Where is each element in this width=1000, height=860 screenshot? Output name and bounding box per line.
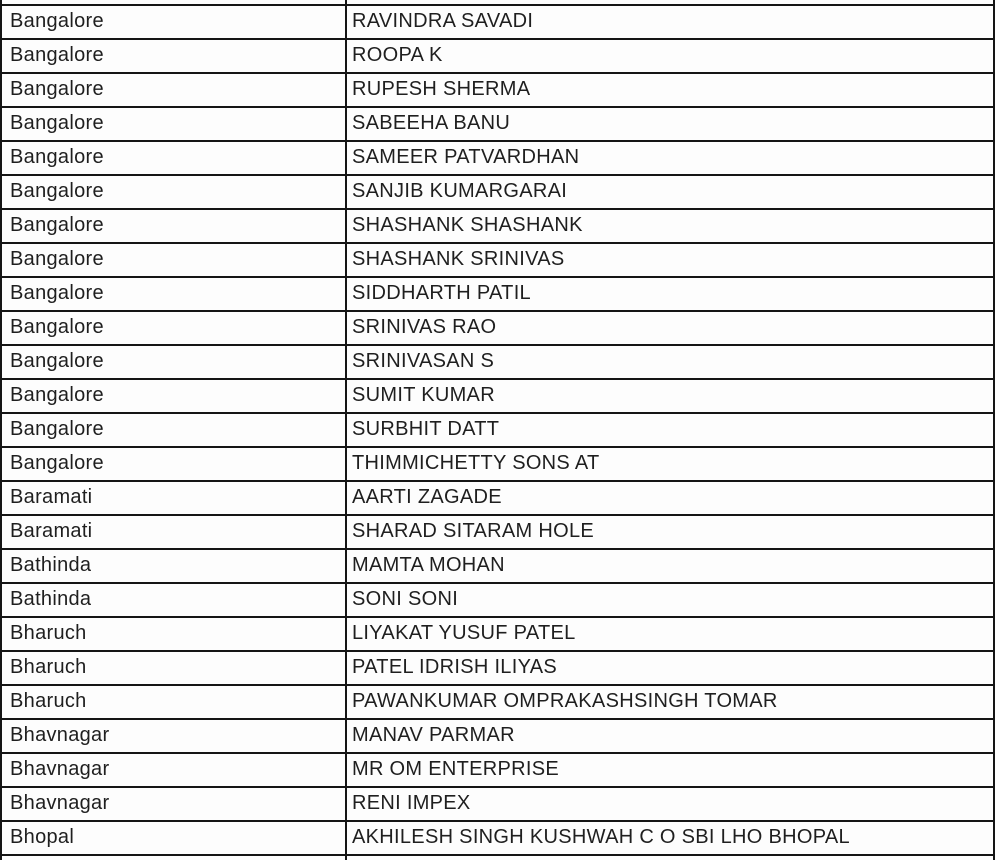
name-cell[interactable]: SRINIVAS RAO <box>352 316 497 338</box>
name-cell[interactable]: SHARAD SITARAM HOLE <box>352 520 595 542</box>
name-cell[interactable]: SABEEHA BANU <box>352 112 511 134</box>
city-cell[interactable]: Bathinda <box>2 550 347 582</box>
city-cell[interactable]: Bangalore <box>2 40 347 72</box>
table-row <box>2 584 993 618</box>
name-cell[interactable]: PATEL IDRISH ILIYAS <box>352 656 558 678</box>
city-cell[interactable]: Bangalore <box>2 380 347 412</box>
name-cell[interactable]: SURBHIT DATT <box>352 418 500 440</box>
city-cell[interactable]: Bangalore <box>2 278 347 310</box>
name-cell[interactable]: PAWANKUMAR OMPRAKASHSINGH TOMAR <box>352 690 778 712</box>
table-row <box>2 822 993 856</box>
city-cell[interactable]: Bangalore <box>2 210 347 242</box>
table-row <box>2 448 993 482</box>
table-row <box>2 482 993 516</box>
name-cell[interactable]: RUPESH SHERMA <box>352 78 531 100</box>
city-cell[interactable]: Bangalore <box>2 244 347 276</box>
city-cell[interactable]: Bhavnagar <box>2 788 347 820</box>
table-row <box>2 176 993 210</box>
city-cell[interactable]: Bangalore <box>2 176 347 208</box>
name-cell[interactable]: SIDDHARTH PATIL <box>352 282 531 304</box>
table-row <box>2 720 993 754</box>
city-cell[interactable]: Baramati <box>2 482 347 514</box>
city-cell[interactable]: Bangalore <box>2 346 347 378</box>
name-cell[interactable]: SHASHANK SHASHANK <box>352 214 583 236</box>
table-row <box>2 516 993 550</box>
table-row <box>2 40 993 74</box>
name-cell[interactable]: SONI SONI <box>352 588 459 610</box>
table-row <box>2 754 993 788</box>
table-row <box>2 74 993 108</box>
partial-city-cell <box>2 0 347 4</box>
name-cell[interactable]: MAMTA MOHAN <box>352 554 505 576</box>
city-cell[interactable]: Bangalore <box>2 6 347 38</box>
partial-name-cell <box>347 0 993 4</box>
table-row <box>2 414 993 448</box>
name-cell[interactable]: LIYAKAT YUSUF PATEL <box>352 622 576 644</box>
table-row <box>2 142 993 176</box>
city-cell[interactable]: Bangalore <box>2 312 347 344</box>
table-row <box>2 210 993 244</box>
name-cell[interactable]: SAMEER PATVARDHAN <box>352 146 580 168</box>
city-cell[interactable]: Bangalore <box>2 108 347 140</box>
table-row <box>2 618 993 652</box>
name-cell[interactable]: MR OM ENTERPRISE <box>352 758 560 780</box>
name-cell[interactable]: SUMIT KUMAR <box>352 384 495 406</box>
name-cell[interactable]: SHASHANK SRINIVAS <box>352 248 565 270</box>
name-cell[interactable]: SANJIB KUMARGARAI <box>352 180 568 202</box>
name-cell[interactable]: MANAV PARMAR <box>352 724 515 746</box>
city-cell[interactable]: Baramati <box>2 516 347 548</box>
table-row <box>2 652 993 686</box>
city-cell[interactable]: Bharuch <box>2 686 347 718</box>
table-row <box>2 380 993 414</box>
city-cell[interactable]: Bangalore <box>2 74 347 106</box>
city-cell[interactable]: Bhavnagar <box>2 720 347 752</box>
city-cell[interactable]: Bangalore <box>2 448 347 480</box>
name-cell[interactable]: AARTI ZAGADE <box>352 486 502 508</box>
table-body <box>2 6 993 856</box>
name-cell[interactable]: SRINIVASAN S <box>352 350 495 372</box>
name-cell[interactable]: RENI IMPEX <box>352 792 471 814</box>
city-cell[interactable]: Bhopal <box>2 822 347 854</box>
table-row <box>2 686 993 720</box>
city-cell[interactable]: Bangalore <box>2 414 347 446</box>
table-row <box>2 108 993 142</box>
name-cell[interactable]: RAVINDRA SAVADI <box>352 10 534 32</box>
table-row <box>2 788 993 822</box>
city-cell[interactable]: Bangalore <box>2 142 347 174</box>
city-cell[interactable]: Bharuch <box>2 618 347 650</box>
city-cell[interactable]: Bathinda <box>2 584 347 616</box>
table-row <box>2 278 993 312</box>
table-row <box>2 6 993 40</box>
table-row <box>2 346 993 380</box>
name-cell[interactable]: ROOPA K <box>352 44 443 66</box>
table-row <box>2 312 993 346</box>
table-row <box>2 550 993 584</box>
city-cell[interactable]: Bharuch <box>2 652 347 684</box>
name-cell[interactable]: AKHILESH SINGH KUSHWAH C O SBI LHO BHOPAL <box>352 826 850 848</box>
city-cell[interactable]: Bhavnagar <box>2 754 347 786</box>
table-row <box>2 244 993 278</box>
name-cell[interactable]: THIMMICHETTY SONS AT <box>352 452 600 474</box>
